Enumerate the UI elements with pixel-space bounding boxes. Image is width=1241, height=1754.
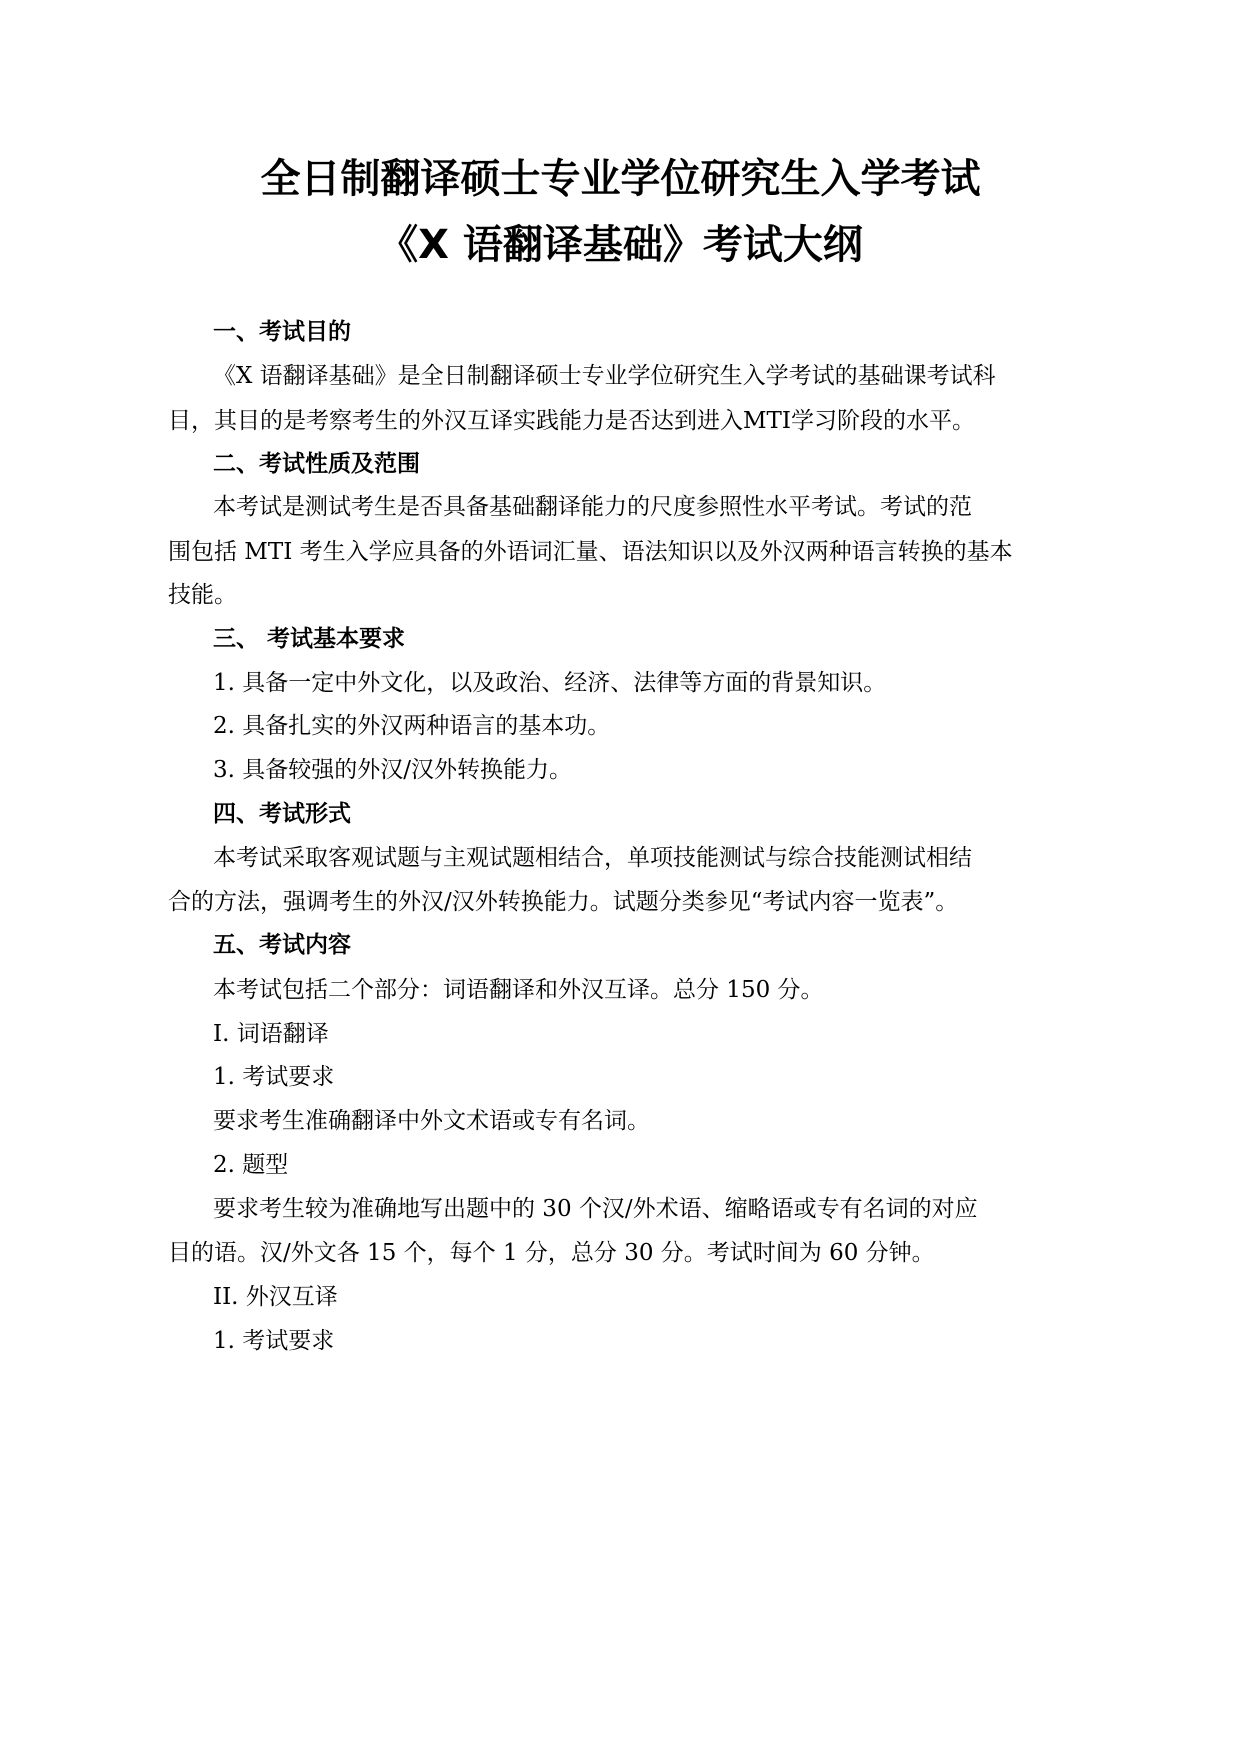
paragraph-line: 本考试采取客观试题与主观试题相结合，单项技能测试与综合技能测试相结 (213, 845, 972, 871)
document-title-line1: 全日制翻译硕士专业学位研究生入学考试 (260, 156, 981, 202)
list-item: 1. 具备一定中外文化，以及政治、经济、法律等方面的背景知识。 (213, 670, 887, 696)
paragraph-line: 本考试是测试考生是否具备基础翻译能力的尺度参照性水平考试。考试的范 (213, 494, 972, 520)
paragraph-line: 《X 语翻译基础》是全日制翻译硕士专业学位研究生入学考试的基础课考试科 (213, 363, 996, 389)
paragraph-line: 合的方法，强调考生的外汉/汉外转换能力。试题分类参见“考试内容一览表”。 (168, 889, 959, 915)
paragraph-line: 本考试包括二个部分：词语翻译和外汉互译。总分 150 分。 (213, 977, 824, 1003)
section-heading-basic-requirements: 三、 考试基本要求 (213, 626, 406, 652)
subsection-title: II. 外汉互译 (213, 1284, 338, 1310)
paragraph-line: 目的语。汉/外文各 15 个，每个 1 分，总分 30 分。考试时间为 60 分钟。 (168, 1240, 935, 1266)
list-item: 2. 具备扎实的外汉两种语言的基本功。 (213, 713, 611, 739)
paragraph-line: 技能。 (168, 582, 237, 608)
section-heading-purpose: 一、考试目的 (213, 319, 351, 345)
section-heading-nature-scope: 二、考试性质及范围 (213, 451, 420, 477)
subsection-title: I. 词语翻译 (213, 1021, 329, 1047)
document-title-line2: 《X 语翻译基础》考试大纲 (378, 222, 863, 268)
subsection-item-title: 1. 考试要求 (213, 1328, 335, 1354)
list-item: 3. 具备较强的外汉/汉外转换能力。 (213, 757, 573, 783)
section-heading-exam-content: 五、考试内容 (213, 932, 351, 958)
paragraph-line: 要求考生准确翻译中外文术语或专有名词。 (213, 1108, 650, 1134)
subsection-item-title: 1. 考试要求 (213, 1064, 335, 1090)
paragraph-line: 围包括 MTI 考生入学应具备的外语词汇量、语法知识以及外汉两种语言转换的基本 (168, 539, 1013, 565)
subsection-item-title: 2. 题型 (213, 1152, 289, 1178)
paragraph-line: 目，其目的是考察考生的外汉互译实践能力是否达到进入MTI学习阶段的水平。 (168, 408, 975, 434)
section-heading-exam-format: 四、考试形式 (213, 801, 351, 827)
paragraph-line: 要求考生较为准确地写出题中的 30 个汉/外术语、缩略语或专有名词的对应 (213, 1196, 978, 1222)
